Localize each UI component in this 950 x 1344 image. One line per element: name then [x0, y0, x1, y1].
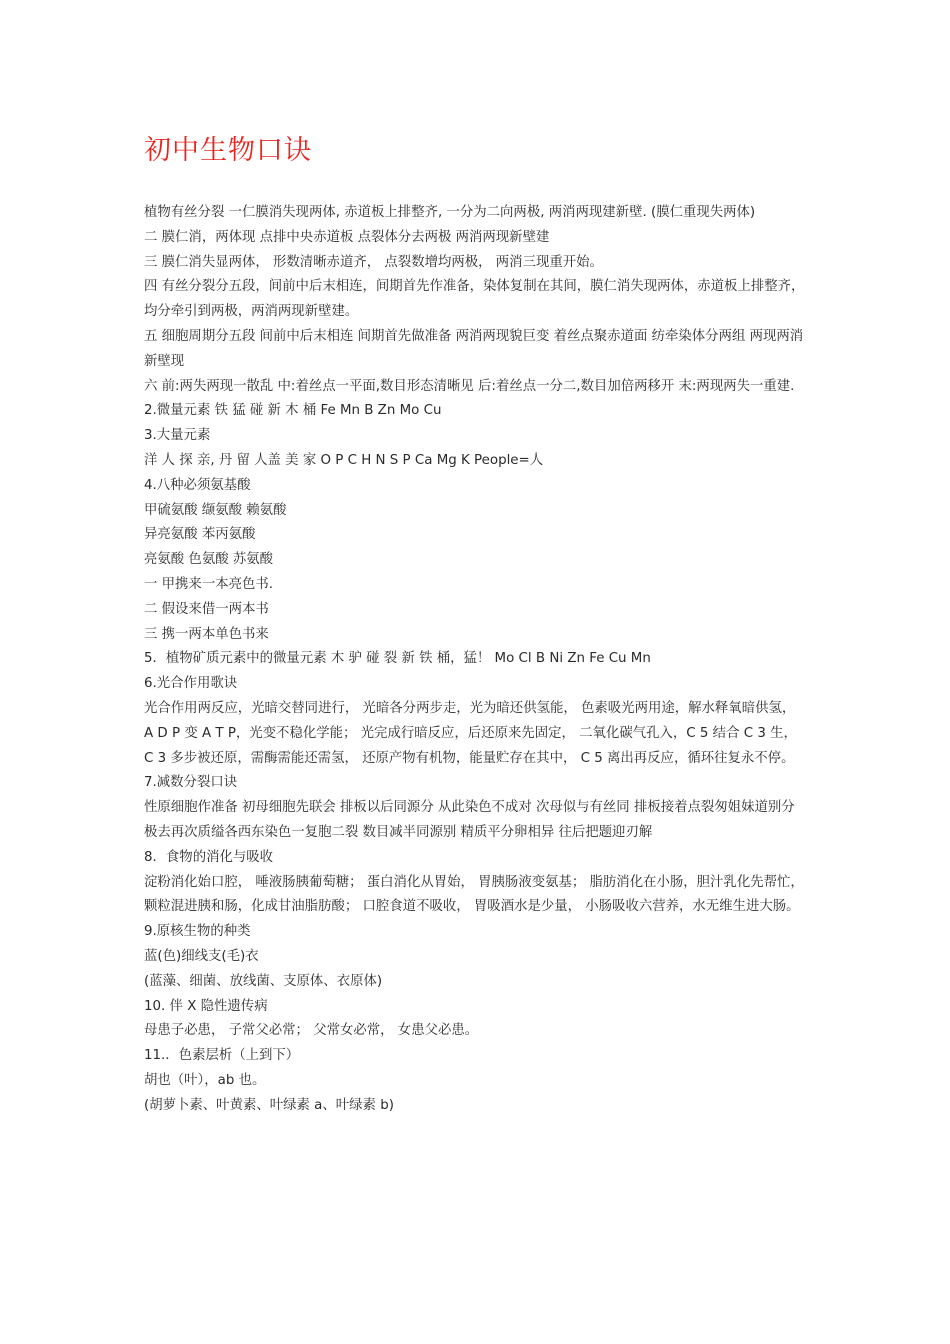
- text-line: 3.大量元素: [144, 428, 211, 444]
- text-line: 四 有丝分裂分五段，间前中后末相连，间期首先作准备，染体复制在其间，膜仁消失现两体，赤道板上排整齐，均分牵引到两极，两消两现新壁建。: [144, 279, 805, 320]
- text-line: 蓝(色)细线支(毛)衣: [144, 948, 259, 964]
- text-line: 2.微量元素 铁 猛 碰 新 木 桶 Fe Mn B Zn Mo Cu: [144, 403, 442, 419]
- text-line: 三 携一两本单色书来: [144, 626, 269, 642]
- text-line: 胡也（叶），ab 也。: [144, 1072, 266, 1088]
- text-line: 4.八种必须氨基酸: [144, 477, 251, 493]
- text-line: 淀粉消化始口腔， 唾液肠胰葡萄糖； 蛋白消化从胃始， 胃胰肠液变氨基； 脂肪消化在小肠，胆汁乳化先帮忙，颗粒混进胰和肠，化成甘油脂肪酸； 口腔食道不吸收， 胃吸酒水是少量， 小肠吸收六营养，水无维生进大肠。: [144, 874, 804, 915]
- text-line: 性原细胞作准备 初母细胞先联会 排板以后同源分 从此染色不成对 次母似与有丝同 排板接着点裂匆姐妹道别分极去再次质缢各西东染色一复胞二裂 数目减半同源别 精质平分卵相异 往后把题迎刃解: [144, 800, 795, 840]
- text-line: 甲硫氨酸 缬氨酸 赖氨酸: [144, 502, 287, 518]
- text-line: 9.原核生物的种类: [144, 924, 251, 940]
- text-line: (蓝藻、细菌、放线菌、支原体、衣原体): [144, 973, 383, 989]
- text-line: 六 前:两失两现一散乱 中:着丝点一平面,数目形态清晰见 后:着丝点一分二,数目加倍两移开 末:两现两失一重建.: [144, 378, 795, 394]
- text-line: 10. 伴 X 隐性遗传病: [144, 998, 268, 1014]
- text-line: 5．植物矿质元素中的微量元素 木 驴 碰 裂 新 铁 桶，猛！ Mo Cl B Ni Zn Fe Cu Mn: [144, 651, 651, 667]
- text-line: 二 假设来借一两本书: [144, 601, 269, 617]
- document-body: [144, 201, 808, 1118]
- text-line: 亮氨酸 色氨酸 苏氨酸: [144, 552, 274, 568]
- text-line: 6.光合作用歌诀: [144, 676, 238, 692]
- text-line: C 3 多步被还原，需酶需能还需氢， 还原产物有机物，能量贮存在其中， C 5 离出再反应，循环往复永不停。: [144, 750, 795, 766]
- text-line: 8．食物的消化与吸收: [144, 849, 274, 865]
- document-page: [144, 134, 808, 1118]
- text-line: 五 细胞周期分五段 间前中后末相连 间期首先做准备 两消两现貌巨变 着丝点聚赤道面 纺牵染体分两组 两现两消新壁现: [144, 328, 804, 369]
- text-line: 母患子必患， 子常父必常； 父常女必常， 女患父必患。: [144, 1023, 479, 1039]
- text-line: 异亮氨酸 苯丙氨酸: [144, 527, 256, 543]
- text-line: 三 膜仁消失显两体， 形数清晰赤道齐， 点裂数增均两极， 两消三现重开始。: [144, 254, 603, 270]
- text-line: 7.减数分裂口诀: [144, 775, 238, 791]
- text-line: 植物有丝分裂 一仁膜消失现两体, 赤道板上排整齐, 一分为二向两极, 两消两现建新壁. (膜仁重现失两体): [144, 205, 756, 220]
- text-line: 11.．色素层析（上到下）: [144, 1048, 300, 1064]
- document-title: 初中生物口诀: [144, 135, 312, 166]
- text-line: 洋 人 探 亲, 丹 留 人盖 美 家 O P C H N S P Ca Mg K People=人: [144, 452, 544, 468]
- text-line: 一 甲携来一本亮色书.: [144, 576, 274, 592]
- text-line: (胡萝卜素、叶黄素、叶绿素 a、叶绿素 b): [144, 1097, 394, 1113]
- text-line: 二 膜仁消，两体现 点排中央赤道板 点裂体分去两极 两消两现新壁建: [144, 229, 550, 245]
- text-line: 光合作用两反应，光暗交替同进行， 光暗各分两步走，光为暗还供氢能， 色素吸光两用途，解水释氧暗供氢， A D P 变 A T P，光变不稳化学能； 光完成行暗反应，后还原来先固定， 二氧化碳气孔入，C 5 结合 C 3 生，: [144, 700, 797, 741]
